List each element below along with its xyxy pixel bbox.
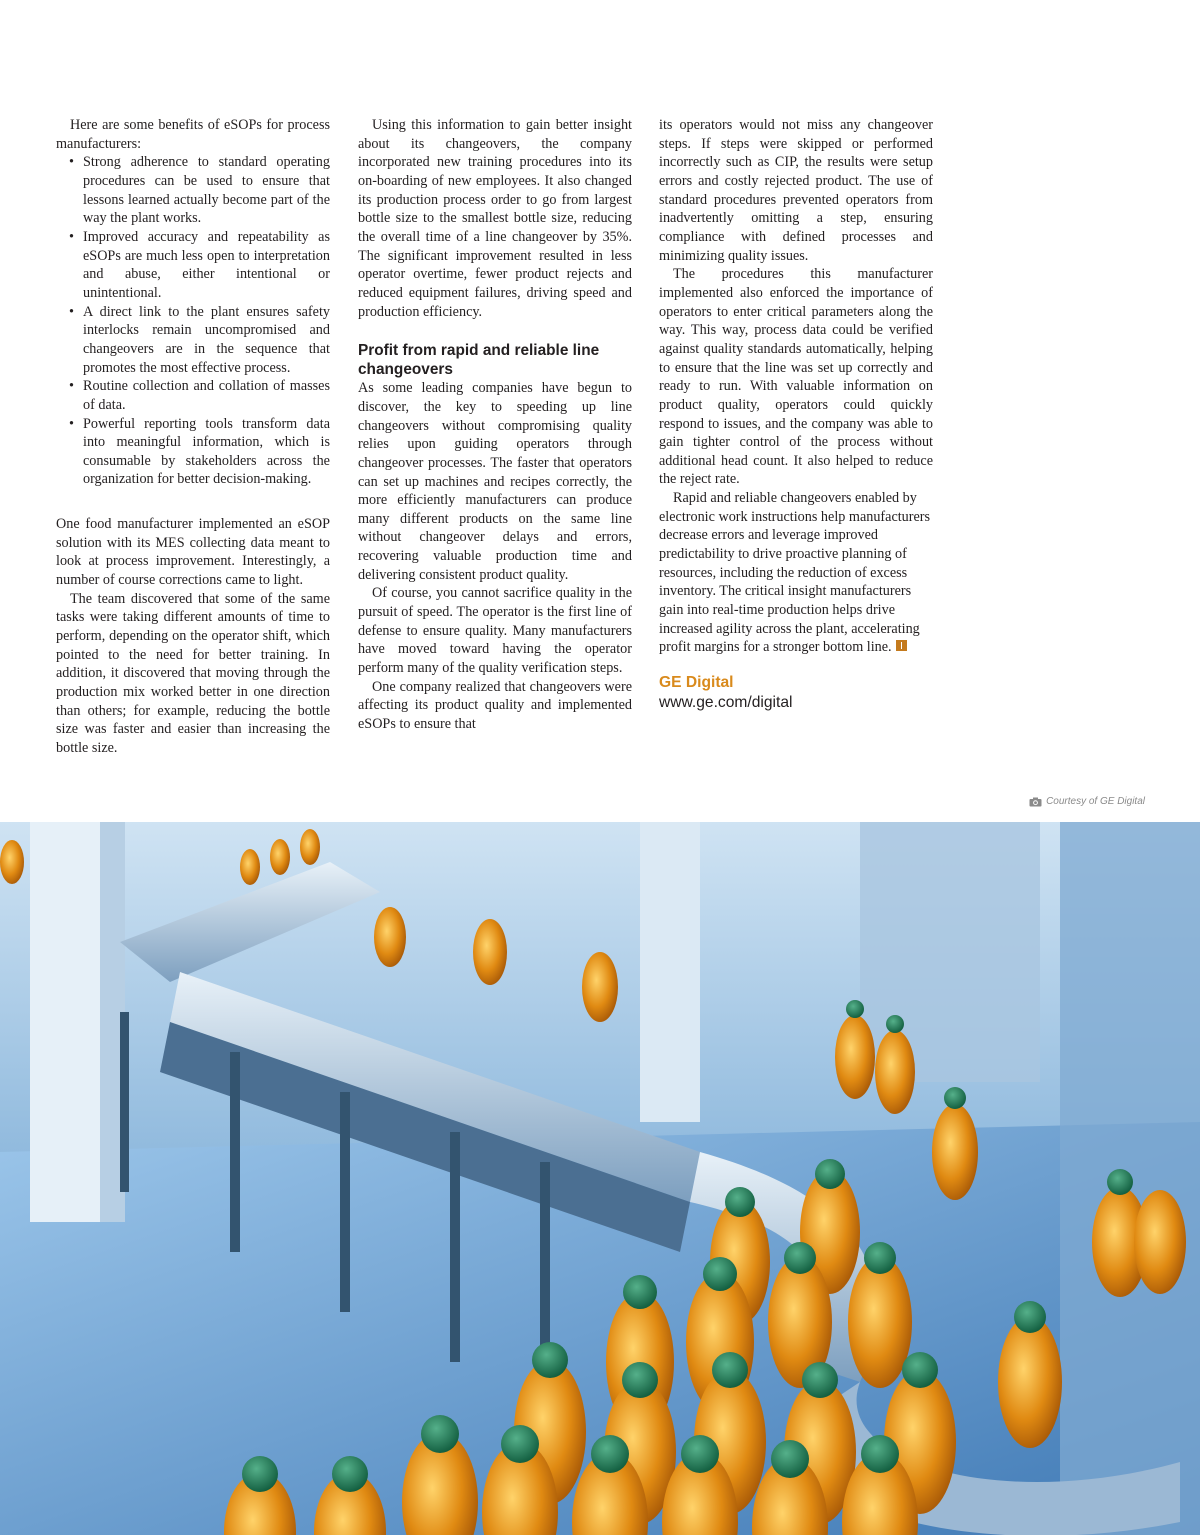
article-column-2 [358,116,632,734]
list-item: • A direct link to the plant ensures safety interlocks remain uncompromised and changeovers are in the sequence that promotes the most effective process. [83,303,330,378]
list-item: • Routine collection and collation of masses of data. [83,377,330,414]
article-column-3 [659,116,933,713]
benefits-intro: Here are some benefits of eSOPs for process manufacturers: [56,117,330,152]
body-paragraph: Using this information to gain better insight about its changeovers, the company incorporated new training procedures into its on-boarding of new employees. It also changed its production process order to go from largest bottle size to the smallest bottle size, reducing the overall time of a line changeover by 35%. The significant improvement resulted in less operator overtime, fewer product rejects and reduced equipment failures, driving speed and production efficiency. [358,117,632,320]
body-paragraph: Of course, you cannot sacrifice quality in the pursuit of speed. The operator is the first line of defense to ensure quality. Many manufacturers have moved toward having the operator perform many of the quality verification steps. [358,585,632,677]
benefits-list [56,153,330,489]
section-heading: Profit from rapid and reliable line changeovers [358,342,600,379]
article-column-1 [56,116,330,758]
body-paragraph: One company realized that changeovers were affecting its product quality and implemented eSOPs to ensure that [358,678,632,733]
body-paragraph: its operators would not miss any changeover steps. If steps were skipped or performed incorrectly such as CIP, the results were setup errors and costly rejected product. The use of standard procedures prevented operators from inadvertently omitting a step, ensuring compliance with defined processes and minimizing quality issues. [659,117,933,264]
body-paragraph: The team discovered that some of the same tasks were taking different amounts of time to perform, depending on the operator shift, which pointed to the need for better training. In addition, it discovered that moving through the production mix worked better in one direction than others; for example, reducing the bottle size was faster and easier than increasing the bottle size. [56,590,330,756]
credit-text: Courtesy of GE Digital [1046,796,1145,807]
bottling-line-photo [0,822,1200,1535]
end-mark-icon [896,640,907,651]
body-paragraph [659,489,933,657]
list-item: • Powerful reporting tools transform data into meaningful information, which is consumable by stakeholders across the organization for better decision-making. [83,415,330,490]
body-paragraph: As some leading companies have begun to discover, the key to speeding up line changeovers without compromising quality relies upon guiding operators through changeover processes. The faster that operators can set up machines and recipes correctly, the more efficiently manufacturers can produce many different products on the same line without changeover delays and errors, recovering valuable production time and delivering consistent product quality. [358,380,632,583]
company-url[interactable]: www.ge.com/digital [659,694,793,712]
body-paragraph: The procedures this manufacturer implemented also enforced the importance of operators to enter critical parameters along the way. This way, process data could be verified against quality standards automatically, helping to ensure that the line was set up correctly and ready to run. With valuable information on product quality, operators could quickly respond to issues, and the company was able to gain tighter control of the process without additional head count. It also helped to reduce the reject rate. [659,266,933,488]
closing-text: Rapid and reliable changeovers enabled by electronic work instructions help manufacturers decrease errors and leverage improved predictability to drive proactive planning of resources, including the reduction of excess inventory. The critical insight manufacturers gain into real-time production helps drive increased agility across the plant, accelerating profit margins for a stronger bottom line. [659,490,931,656]
list-item: • Strong adherence to standard operating procedures can be used to ensure that lessons learned actually become part of the way the plant works. [83,153,330,228]
company-name: GE Digital [659,674,734,692]
body-paragraph: One food manufacturer implemented an eSOP solution with its MES collecting data meant to look at process improvement. Interestingly, a number of course corrections came to light. [56,516,330,589]
list-item: • Improved accuracy and repeatability as eSOPs are much less open to interpretation and abuse, either intentional or unintentional. [83,228,330,303]
camera-icon [1029,797,1042,807]
photo-credit [1029,796,1145,807]
